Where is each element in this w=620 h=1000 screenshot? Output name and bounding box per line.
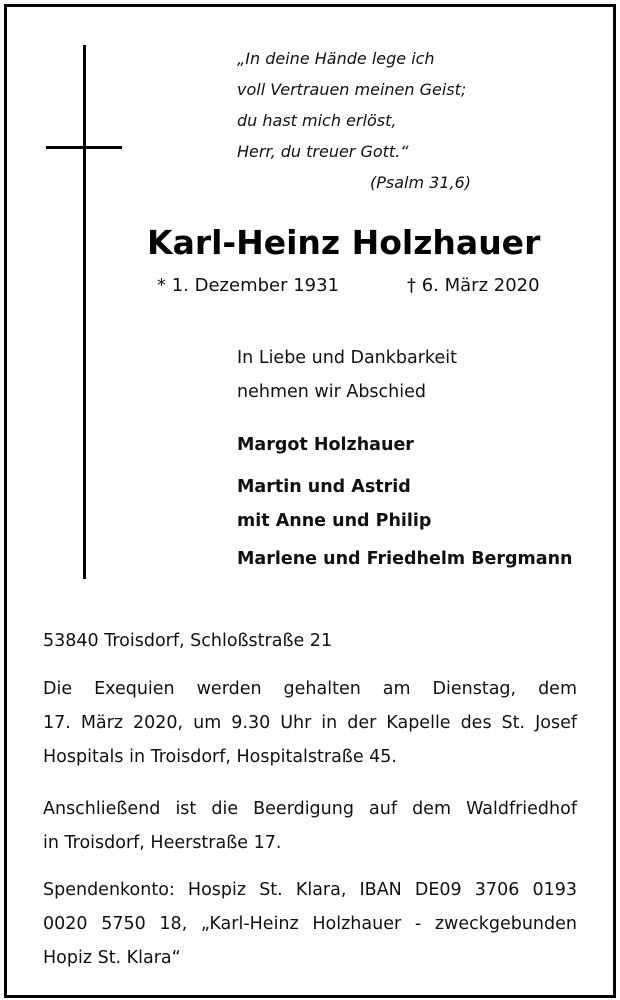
cross-horizontal-bar xyxy=(46,146,122,149)
burial-paragraph xyxy=(43,792,577,860)
paragraph-line: Spendenkonto: Hospiz St. Klara, IBAN DE09 3706 0193 xyxy=(43,880,577,900)
paragraph-line: in Troisdorf, Heerstraße 17. xyxy=(43,833,282,853)
exequien-paragraph xyxy=(43,672,577,774)
psalm-quote xyxy=(237,43,577,198)
cross-vertical-bar xyxy=(83,45,86,579)
paragraph-line: Anschließend ist die Beerdigung auf dem Waldfriedhof xyxy=(43,799,577,819)
farewell-line: nehmen wir Abschied xyxy=(237,382,426,402)
mourner-name: Marlene und Friedhelm Bergmann xyxy=(237,549,573,569)
death-date: † 6. März 2020 xyxy=(407,275,540,296)
paragraph-line: Die Exequien werden gehalten am Dienstag, dem xyxy=(43,679,577,699)
farewell-text xyxy=(237,341,457,409)
paragraph-line: Hopiz St. Klara“ xyxy=(43,948,181,968)
deceased-name: Karl-Heinz Holzhauer xyxy=(147,223,541,262)
quote-line: du hast mich erlöst, xyxy=(237,111,397,130)
donation-paragraph xyxy=(43,873,577,975)
mourner-name: Martin und Astrid xyxy=(237,477,411,497)
farewell-line: In Liebe und Dankbarkeit xyxy=(237,348,457,368)
quote-line: voll Vertrauen meinen Geist; xyxy=(237,80,467,99)
address xyxy=(43,624,577,658)
paragraph-line: Hospitals in Troisdorf, Hospitalstraße 45. xyxy=(43,747,397,767)
address-line: 53840 Troisdorf, Schloßstraße 21 xyxy=(43,631,333,651)
birth-date: * 1. Dezember 1931 xyxy=(157,275,340,296)
obituary-frame xyxy=(4,4,616,998)
quote-reference: (Psalm 31,6) xyxy=(370,173,472,192)
quote-line: „In deine Hände lege ich xyxy=(237,49,435,68)
paragraph-line: 17. März 2020, um 9.30 Uhr in der Kapelle des St. Josef xyxy=(43,713,577,733)
quote-line: Herr, du treuer Gott.“ xyxy=(237,142,409,161)
mourner-name: mit Anne und Philip xyxy=(237,511,432,531)
mourner-name: Margot Holzhauer xyxy=(237,435,414,455)
paragraph-line: 0020 5750 18, „Karl-Heinz Holzhauer - zweckgebunden xyxy=(43,914,577,934)
